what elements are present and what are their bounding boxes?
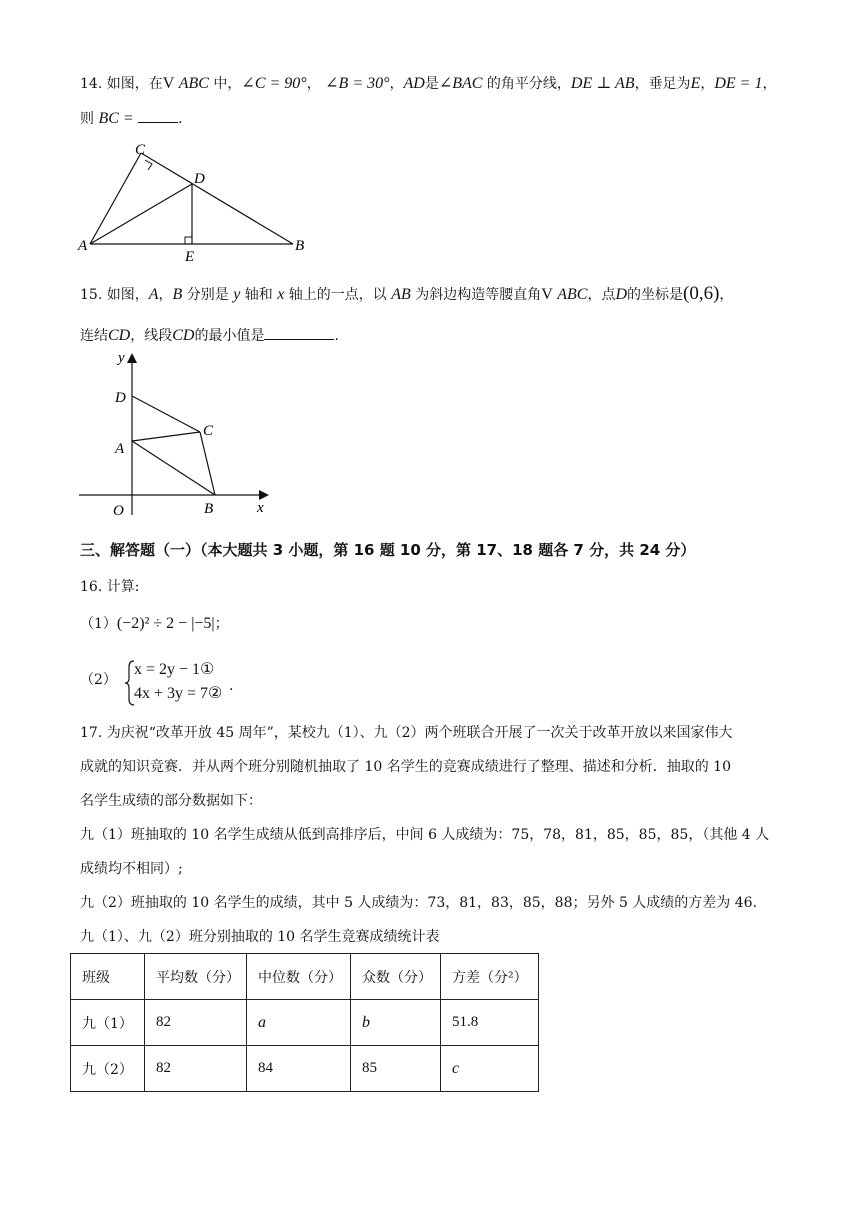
q16-title: 16. 计算:	[80, 579, 140, 595]
q15-coord: (0,6)	[683, 283, 720, 304]
cell-mean: 82	[145, 1046, 247, 1092]
q15-text-5: 为斜边构造等腰直角	[415, 287, 542, 303]
cell-mean: 82	[145, 1000, 247, 1046]
q15-label-b: B	[204, 501, 214, 517]
q16-p1-label: （1）	[80, 616, 117, 632]
table-header-row	[71, 954, 539, 1000]
q14-abc: ABC	[178, 75, 209, 92]
q16-part-1	[80, 614, 229, 634]
q15-line-1: 15. 如图，A，B 分别是 y 轴和 x 轴上的一点，以 AB 为斜边构造等腰直角V ABC，点D的坐标是(0,6)，	[80, 283, 734, 304]
q15-line2-pre: 连结	[80, 328, 108, 344]
q15-d: D	[615, 286, 628, 303]
q15-line2-post: 的最小值是	[194, 328, 265, 344]
header-mode: 众数（分）	[351, 954, 441, 1000]
cell-class: 九（1）	[71, 1000, 145, 1046]
q15-label-o: O	[113, 503, 124, 519]
header-variance: 方差（分²）	[441, 954, 539, 1000]
cell-class: 九（2）	[71, 1046, 145, 1092]
q16-p2-label: （2）	[80, 672, 117, 688]
cell-variance: 51.8	[441, 1000, 539, 1046]
q14-e: E	[690, 75, 701, 92]
cell-median: 84	[247, 1046, 351, 1092]
q16-p2-eq2: 4x + 3y = 7②	[134, 685, 223, 702]
q15-label-x-axis: x	[257, 500, 264, 516]
q14-angle-b: ∠B = 30°	[325, 75, 390, 92]
q15-triangle-symbol: V	[541, 286, 553, 303]
q16-p1-end: ；	[214, 616, 229, 632]
q14-angle-bac: ∠BAC	[438, 75, 483, 92]
q14-text-3: 是	[424, 76, 439, 92]
header-mean: 平均数（分）	[145, 954, 247, 1000]
q17-line-6: 九（2）班抽取的 10 名学生的成绩，其中 5 人成绩为：73，81，83，85，88；另外 5 人成绩的方差为 46.	[80, 895, 758, 911]
q17-stats-table	[70, 953, 539, 1092]
q14-answer-blank[interactable]	[138, 108, 178, 123]
q14-perp: DE ⊥ AB	[570, 75, 635, 92]
q15-cd-2: CD	[172, 327, 195, 344]
q14-line-2	[80, 108, 183, 129]
q14-text-5: ，垂足为	[634, 76, 691, 92]
q15-answer-blank[interactable]	[264, 325, 334, 340]
q15-label-y-axis: y	[118, 350, 125, 366]
header-median: 中位数（分）	[247, 954, 351, 1000]
q15-label-d: D	[115, 390, 126, 406]
q15-line-2	[80, 325, 339, 346]
q15-text-3: 轴和	[244, 287, 273, 303]
q15-a: A	[148, 286, 159, 303]
q17-line-1: 17. 为庆祝“改革开放 45 周年”，某校九（1）、九（2）两个班联合开展了一次关于改革开放以来国家伟大	[80, 725, 733, 741]
q16-p1-expr: (−2)² ÷ 2 − |−5|	[116, 615, 215, 632]
q14-line2-pre: 则	[80, 111, 94, 127]
q15-text-1: 如图，	[106, 287, 149, 303]
cell-median: a	[247, 1000, 351, 1046]
q14-triangle-figure	[75, 138, 325, 263]
header-class: 班级	[71, 954, 145, 1000]
q17-line-5: 成绩均不相同）;	[80, 861, 183, 877]
cell-mode: 85	[351, 1046, 441, 1092]
q14-de: DE = 1	[714, 75, 763, 92]
q14-text-4: 的角平分线，	[486, 76, 571, 92]
q14-text-2: 中，	[213, 76, 242, 92]
q15-b: B	[172, 286, 183, 303]
q15-y: y	[233, 286, 241, 303]
q14-ad: AD	[403, 75, 425, 92]
q17-table-caption: 九（1）、九（2）班分别抽取的 10 名学生竞赛成绩统计表	[80, 929, 440, 945]
q17-line-3: 名学生成绩的部分数据如下：	[80, 793, 262, 809]
q16-p2-eq1: x = 2y − 1①	[134, 661, 215, 678]
q15-number: 15.	[80, 287, 103, 303]
q15-label-a: A	[115, 441, 125, 457]
q15-coordinate-figure	[75, 345, 275, 520]
q14-number: 14.	[80, 76, 103, 92]
q14-text-1: 如图，在	[106, 76, 163, 92]
table-row	[71, 1000, 539, 1046]
q17-line-2: 成就的知识竞赛．并从两个班分别随机抽取了 10 名学生的竞赛成绩进行了整理、描述和分析．抽取的 10	[80, 759, 731, 775]
q15-text-6: ，点	[587, 287, 616, 303]
q14-label-b: B	[295, 238, 305, 254]
q14-label-e: E	[185, 249, 195, 263]
q14-triangle-symbol: V	[162, 75, 175, 92]
q16-p2-end: .	[229, 678, 234, 694]
q15-abc: ABC	[557, 286, 588, 303]
q15-text-2: 分别是	[186, 287, 229, 303]
q14-line-1: 14. 如图，在V ABC 中，∠C = 90°， ∠B = 30°，AD是∠BAC 的角平分线，DE ⊥ AB，垂足为E，DE = 1，	[80, 75, 777, 92]
q14-label-c: C	[135, 142, 146, 158]
section-3-heading: 三、解答题（一）（本大题共 3 小题，第 16 题 10 分，第 17、18 题各 7 分，共 24 分）	[80, 541, 696, 559]
q15-end: .	[334, 328, 339, 344]
q15-ab: AB	[391, 286, 411, 303]
q14-label-a: A	[78, 238, 88, 254]
q17-line-4: 九（1）班抽取的 10 名学生成绩从低到高排序后，中间 6 人成绩为：75，78，81，85，85，85，（其他 4 人	[80, 827, 770, 843]
q15-label-c: C	[203, 423, 214, 439]
q14-line2-post: .	[178, 111, 183, 127]
q15-text-7: 的坐标是	[627, 287, 684, 303]
q14-bc-eq: BC =	[98, 110, 134, 127]
q15-line2-mid: ，线段	[130, 328, 173, 344]
q15-text-4: 轴上的一点，以	[288, 287, 387, 303]
cell-mode: b	[351, 1000, 441, 1046]
q14-label-d: D	[194, 171, 205, 187]
cell-variance: c	[441, 1046, 539, 1092]
q14-angle-c: ∠C = 90°	[241, 75, 307, 92]
q15-x: x	[277, 286, 285, 303]
table-row	[71, 1046, 539, 1092]
q15-cd-1: CD	[108, 327, 131, 344]
